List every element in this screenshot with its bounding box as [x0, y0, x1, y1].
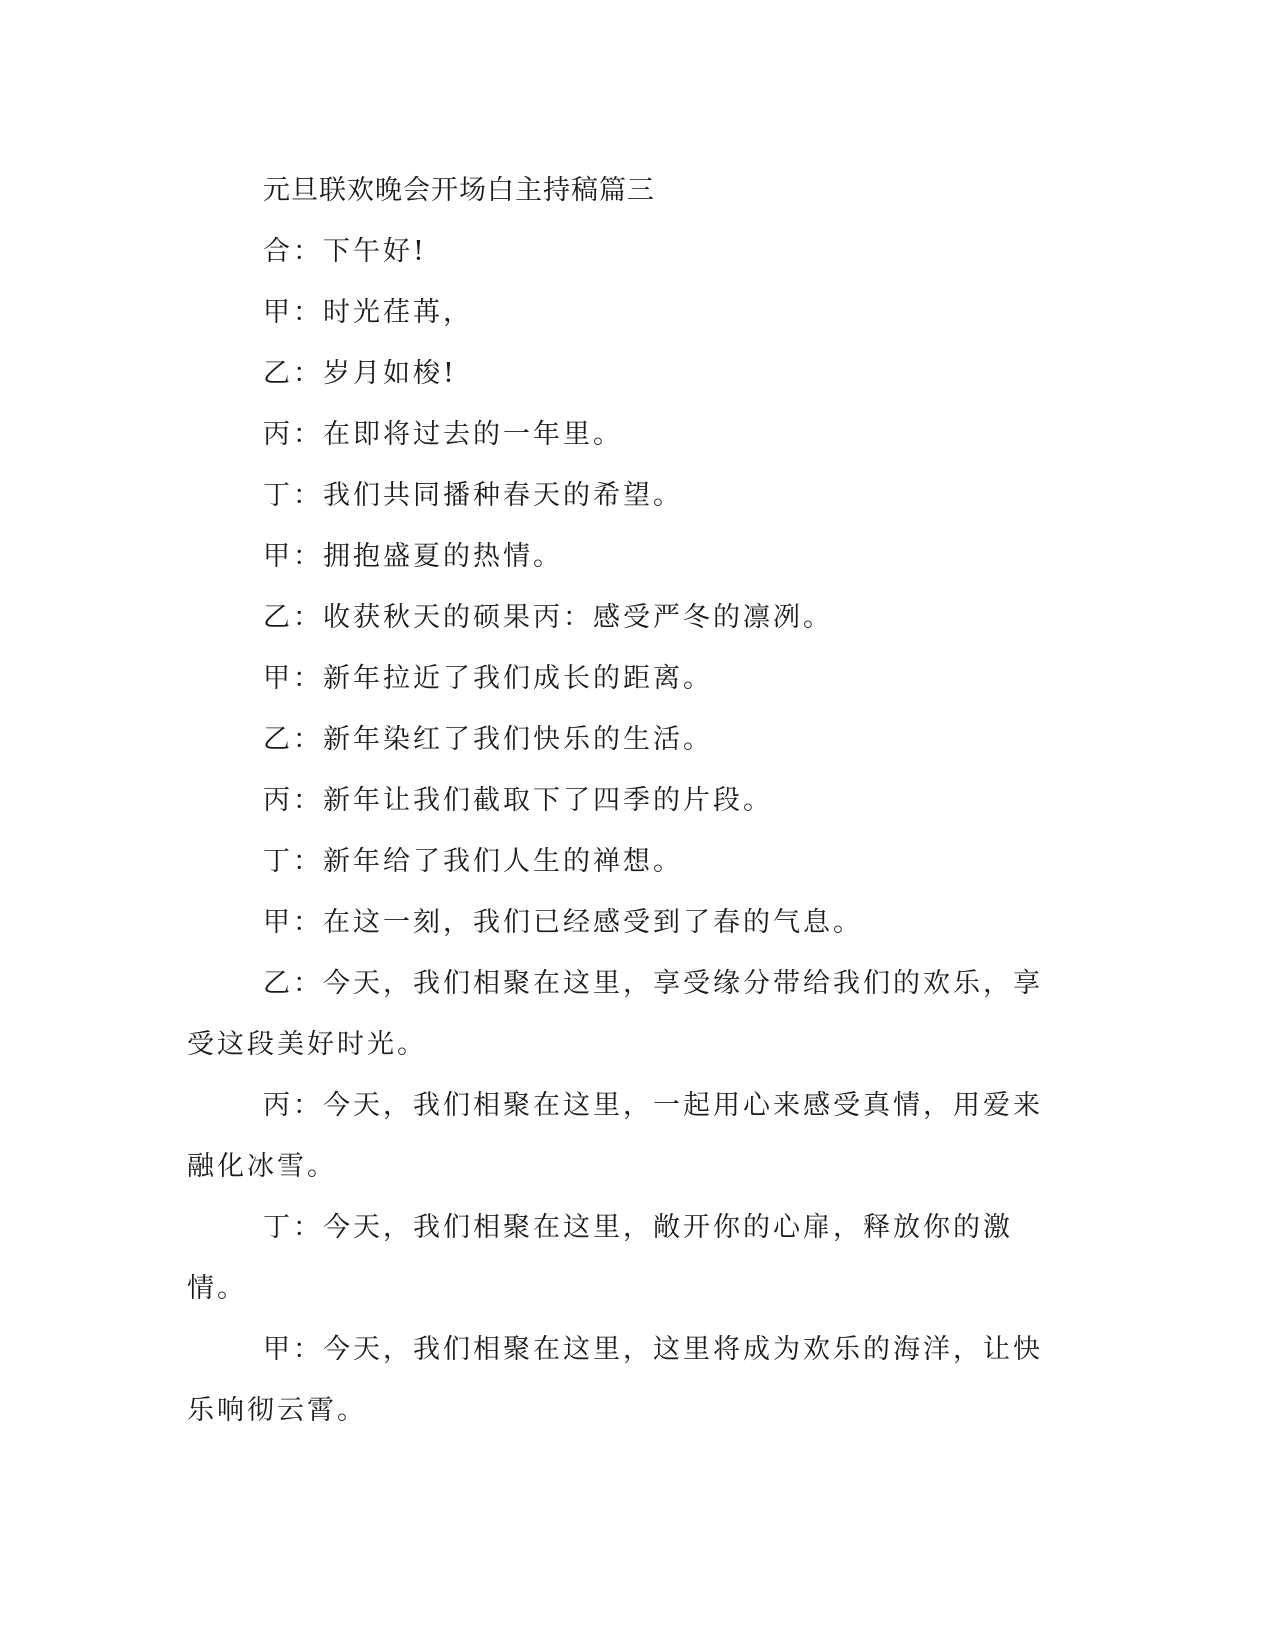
- document-title: 元旦联欢晚会开场白主持稿篇三: [263, 175, 655, 206]
- paragraph: 乙：岁月如梭!: [263, 358, 457, 389]
- paragraph: 丙：在即将过去的一年里。: [263, 419, 623, 450]
- paragraph: 乙：今天，我们相聚在这里，享受缘分带给我们的欢乐，享受这段美好时光。: [187, 968, 1043, 1060]
- paragraph: 丁：今天，我们相聚在这里，敞开你的心扉，释放你的激情。: [187, 1212, 1013, 1304]
- paragraph: 丙：今天，我们相聚在这里，一起用心来感受真情，用爱来融化冰雪。: [187, 1090, 1043, 1182]
- paragraph: 乙：收获秋天的硕果丙：感受严冬的凛冽。: [263, 602, 833, 633]
- paragraph: 甲：时光荏苒，: [263, 297, 473, 328]
- paragraph: 甲：新年拉近了我们成长的距离。: [263, 663, 713, 694]
- paragraph: 甲：在这一刻，我们已经感受到了春的气息。: [263, 907, 863, 938]
- paragraph: 甲：拥抱盛夏的热情。: [263, 541, 563, 572]
- paragraph: 丙：新年让我们截取下了四季的片段。: [263, 785, 773, 816]
- paragraph: 丁：我们共同播种春天的希望。: [263, 480, 683, 511]
- document-body: [187, 160, 1069, 1441]
- paragraph: 丁：新年给了我们人生的禅想。: [263, 846, 683, 877]
- paragraph: 甲：今天，我们相聚在这里，这里将成为欢乐的海洋，让快乐响彻云霄。: [187, 1334, 1043, 1426]
- paragraph: 合：下午好!: [263, 236, 427, 267]
- paragraph: 乙：新年染红了我们快乐的生活。: [263, 724, 713, 755]
